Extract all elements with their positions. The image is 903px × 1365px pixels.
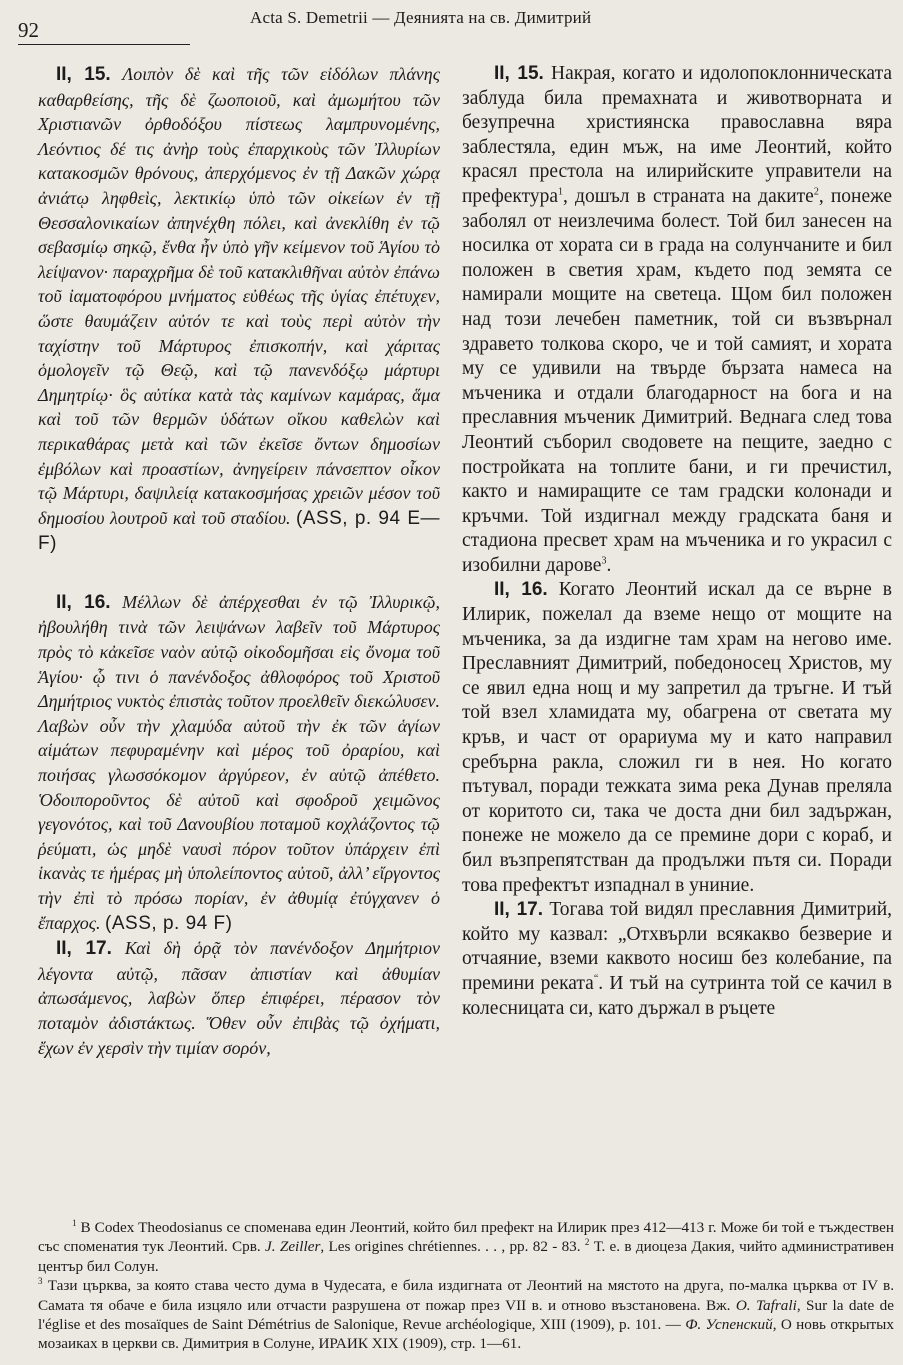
footnotes xyxy=(38,1218,894,1354)
paragraph-number: II, 17. xyxy=(56,938,112,960)
translation-text: . И тъй на сутринта той се качил в колесницата си, като държал в ръцете xyxy=(462,972,893,1019)
footnote-3 xyxy=(38,1276,894,1354)
paragraph-number: II, 16. xyxy=(494,579,548,601)
page-number: 92 xyxy=(18,18,39,42)
source-reference: (ASS, p. 94 E—F) xyxy=(38,507,440,555)
bulgarian-paragraph-15 xyxy=(462,62,892,578)
footnote-text: , Les origines chrétiennes. . . , pp. 82 - 83. xyxy=(320,1238,581,1256)
footnote-marker: 1 xyxy=(558,186,564,198)
paragraph-number: II, 17. xyxy=(494,899,543,921)
greek-paragraph-16 xyxy=(38,590,440,936)
footnote-1 xyxy=(38,1218,894,1276)
running-title: Acta S. Demetrii — Деянията на св. Димитрий xyxy=(250,8,592,27)
running-head xyxy=(0,0,903,60)
footnote-number: 3 xyxy=(38,1276,43,1287)
footnote-marker: 2 xyxy=(813,186,819,198)
footnote-text: В Codex Theodosianus се споменава един Леонтий, който бил префект на Илирик през 412—413 г. Може би той е тъждествен със споменатия тук Леонтий. Срв. xyxy=(38,1219,894,1256)
bulgarian-translation-column xyxy=(462,62,892,1021)
quote-close-mark: “ xyxy=(593,973,599,985)
source-reference: (ASS, p. 94 F) xyxy=(105,912,233,934)
translation-text: . xyxy=(606,554,612,576)
paragraph-number: II, 15. xyxy=(494,63,544,84)
footnote-number: 2 xyxy=(584,1237,590,1248)
footnote-marker: 3 xyxy=(601,555,607,567)
paragraph-number: II, 15. xyxy=(56,64,111,85)
translation-text: , понеже заболял от неизлечима болест. Той бил занесен на носилка от хората си в града на солунчаните и бил положен в светия храм, където под земята се намирали мощите на светеца. Щом бил положен над този лечебен паметник, той си възвърнал здравето толкова скоро, че и той самият, и хората му се удивили на твърде бързата намеса на мъченика и отдали благодарност на бога и на преславния мъченик Димитрий. Веднага след това Леонтий съборил сводовете на пещите, заедно с постройката на топлите бани, и ги пречистил, както и намиращите се там градски колонади и кръчми. Той издигнал между градската баня и стадиона пресвет храм на мъченика и го украсил с изобилни дарове xyxy=(462,185,892,576)
translation-text: Когато Леонтий искал да се върне в Илирик, пожелал да вземе нещо от мощите на мъченика, за да издигне там храм на негово име. Преславният Димитрий, победоносец Христов, му се явил една нощ и му запретил да тръгне. И тъй той взел хламидата му, обагрена от светата му кръв, и част от орариума му и като направил сребърна ракла, сложил ги в нея. Но когато пътувал, поради тежката зима река Дунав преляла от коритото си, така че доста дни бил задържан, понеже не можело да се премине дори с кораб, и бил възпрепятстван да продължи пътя си. Поради това префектът изпаднал в униние. xyxy=(462,579,893,896)
greek-paragraph-17 xyxy=(38,936,440,1060)
bulgarian-paragraph-16 xyxy=(462,578,892,898)
footnote-text: Тази църква, за която става често дума в Чудесата, е била издигната от Леонтий на мястото на друга, по-малка църква от IV в. Самата тя обаче е била изцяло или отчасти разрушена от пожар през VII в. и отново възстановена. Вж. xyxy=(38,1277,895,1314)
header-rule xyxy=(18,44,190,45)
translation-text: , дошъл в страната на даките xyxy=(563,185,814,207)
translation-text: Тогава той видял преславния Димитрий, който му казвал: „Отхвърли всякакво безверие и отчаяние, вземи каквото носиш без колебание, па премини реката xyxy=(462,899,893,994)
greek-paragraph-15 xyxy=(38,62,440,557)
translation-text: Накрая, когато и идолопоклонническата заблуда била премахната и животворната и безупречна християнска православна вяра заблестяла, един мъж, на име Леонтий, който красял престола на илирийските управители на префектура xyxy=(462,63,893,207)
bulgarian-paragraph-17 xyxy=(462,898,892,1021)
greek-text: Μέλλων δὲ ἀπέρχεσθαι ἐν τῷ Ἰλλυρικῷ, ἠβουλήθη τινὰ τῶν λειψάνων λαβεῖν τοῦ Μάρτυρος πρὸς τὸ κἀκεῖσε ναὸν αὐτῷ οἰκοδομῆσαι εἰς ὄνομα τοῦ Ἁγίου· ᾧ τινι ὁ πανένδοξος ἀθλοφόρος τοῦ Χριστοῦ Δημήτριος νυκτὸς ἐπιστὰς τοῦτον προελθεῖν διεκώλυσεν. Λαβὼν οὖν τὴν χλαμύδα αὐτοῦ τὴν ἐκ τῶν ἁγίων αἱμάτων πεφυραμένην καὶ μέρος τοῦ ὀραρίου, καὶ ποιήσας γλωσσόκομον ἀργύρεον, ἐν αὐτῷ ἀπέθετο. Ὁδοιποροῦντος δὲ αὐτοῦ καὶ σφοδροῦ χειμῶνος γεγονότος, καὶ τοῦ Δανουβίου ποταμοῦ κοχλάζοντος τῷ ῥεύματι, ὡς μηδὲ ναυσὶ πόρον τοῦτον ὑπάρχειν ἐπὶ ἱκανὰς τε ἡμέρας μὴ ὑπολείποντος αὐτοῦ, ἀλλ’ εἴργοντος τὴν ἐπὶ τὸ πρόσω πορίαν, ἐν ἀθυμίᾳ ἐτύγχανεν ὁ ἔπαρχος. xyxy=(38,591,440,933)
paragraph-number: II, 16. xyxy=(56,591,111,613)
footnote-number: 1 xyxy=(72,1217,77,1228)
paragraph-gap xyxy=(38,557,440,590)
footnote-author: Ф. Успенский xyxy=(685,1316,773,1334)
footnote-text: , Sur la date de l'église et des mosaïques de Saint Démétrius de Salonique, Revue archéologique, XIII (1909), p. 101. — xyxy=(38,1296,894,1334)
footnote-author: J. Zeiller xyxy=(265,1238,321,1256)
greek-text-column xyxy=(38,62,440,1060)
greek-text: Λοιπὸν δὲ καὶ τῆς τῶν εἰδόλων πλάνης καθαρθείσης, τῆς δὲ ζωοποιοῦ, καὶ ἀμωμήτου τῶν Χριστιανῶν ὀρθοδόξου πίστεως λαμπρυνομένης, Λεόντιος δέ τις ἀνὴρ τοὺς ἐπαρχικοὺς τῶν Ἰλλυρίων κατακοσμῶν θρόνους, ἀπερχόμενος ἐν τῇ Δακῶν χώρᾳ ἀνιάτῳ ληφθεὶς, λεκτικίῳ ὑπὸ τῶν οἰκείων ἐν τῇ Θεσσαλονικαίων ἀπηνέχθη πόλει, καὶ ἀνεκλίθη ἐν τῷ σεβασμίῳ σηκῷ, ἔνθα ἦν ὑπὸ γῆν κείμενον τοῦ Ἁγίου τὸ λείψανον· παραχρῆμα δὲ τοῦ κατακλιθῆναι αὐτὸν ἐπάνω τοῦ ἰαματοφόρου μνήματος εὐθέως τῆς ὑγίας ἐπέτυχεν, ὥστε θαυμάζειν αὐτόν τε καὶ τοὺς περὶ αὐτὸν τὴν ταχίστην τοῦ Μάρτυρος ἐπισκοπήν, καὶ χάριτας ὁμολογεῖν τῷ Θεῷ, καὶ τῷ πανενδόξῳ μάρτυρι Δημητρίῳ· ὃς αὐτίκα κατὰ τὰς καμίνων καμάρας, ἅμα καὶ τοῦ τῶν θερμῶν ὑδάτων οἴκου καθελὼν καὶ περικαθάρας μετὰ καὶ τῶν ἐκεῖσε ὄντων δημοσίων ἐμβόλων καὶ προαστίων, ἀνηγείρειν πάνσεπτον οἶκον τῷ Μάρτυρι, δαψιλείᾳ κατακοσμήσας χρειῶν μέσον τοῦ δημοσίου λουτροῦ καὶ τοῦ σταδίου. xyxy=(38,64,441,528)
footnote-text: Т. е. в диоцеза Дакия, чийто административен център бил Солун. xyxy=(38,1238,894,1275)
greek-text: Καὶ δὴ ὁρᾷ τὸν πανένδοξον Δημήτριον λέγοντα αὐτῷ, πᾶσαν ἀπιστίαν καὶ ἀθυμίαν ἀπωσάμενος, λαβὼν ὅπερ ἐπιφέρει, πέρασον τὸν ποταμὸν ἀδιστάκτως. Ὅθεν οὖν ἐπιβὰς τῷ ὀχήματι, ἔχων ἐν χερσὶν τὴν τιμίαν σορόν, xyxy=(38,938,441,1058)
footnote-author: O. Tafrali xyxy=(735,1296,797,1314)
footnote-text: , О новь открытых мозаиках в церкви св. Димитрия в Солуне, ИРАИК XIX (1909), стр. 1—61. xyxy=(38,1316,894,1353)
